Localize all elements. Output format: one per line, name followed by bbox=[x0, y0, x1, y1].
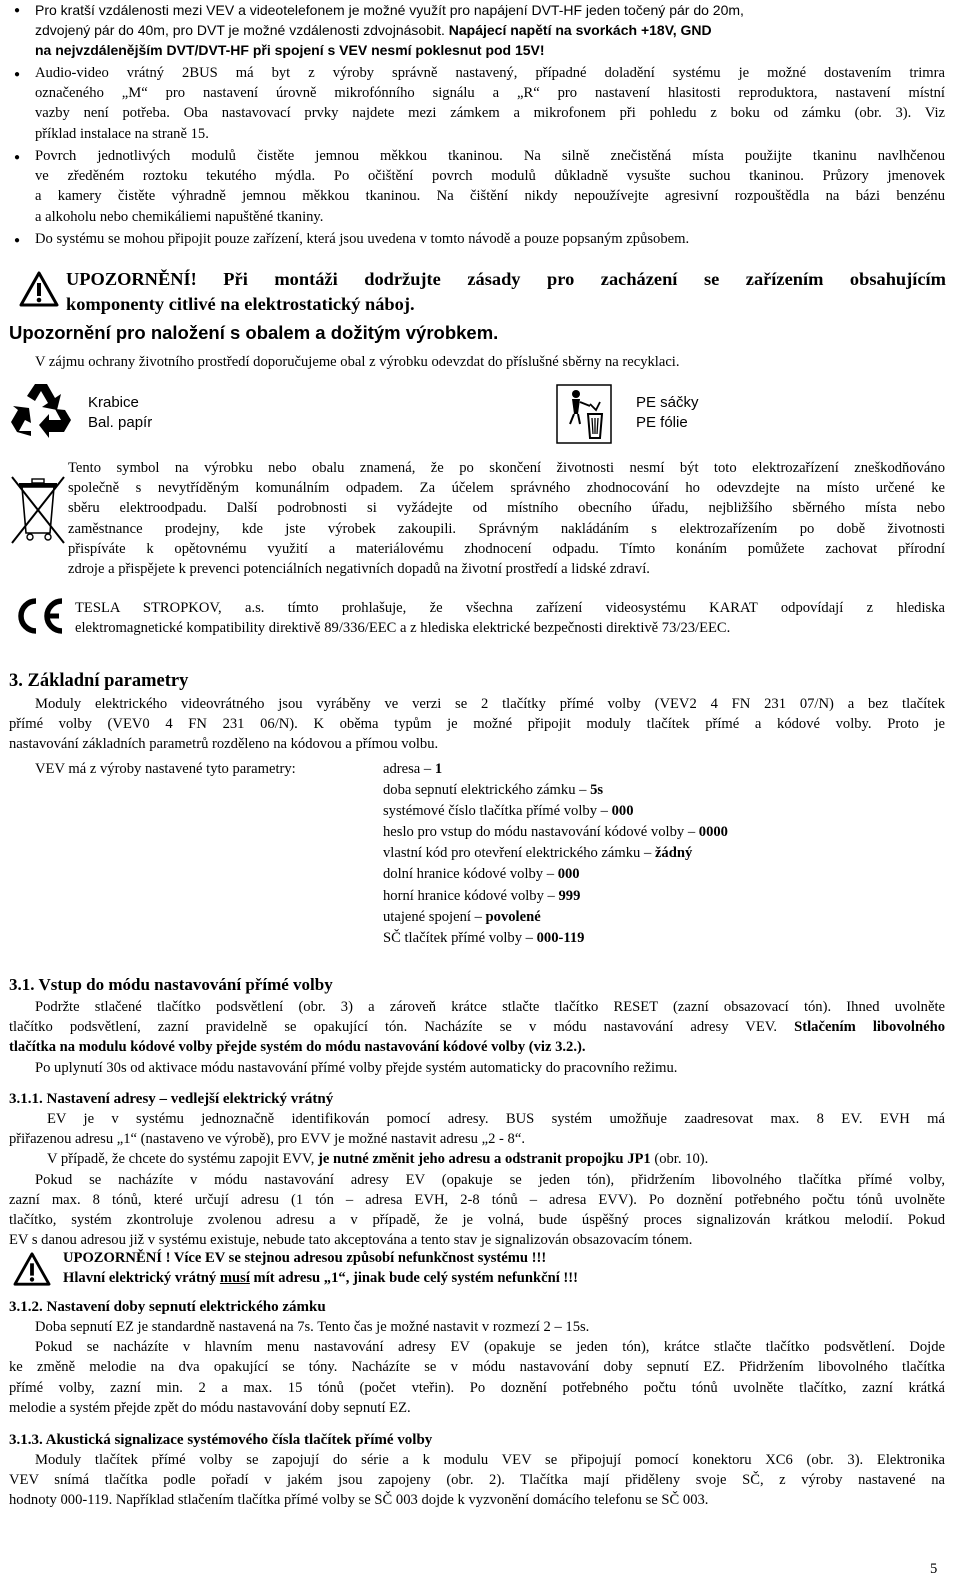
packaging-right-labels bbox=[636, 393, 699, 433]
text-line: Moduly elektrického videovrátného jsou vyráběny ve verzi se 2 tlačítky přímé volby (VEV2 4 FN 231 07/N) a bez tlačítek bbox=[35, 696, 945, 712]
text-line: Pokud se nacházíte v hlavním menu nastavování adresy EV (opakuje se jeden tón), krátce stlačte tlačítko podsvětlení. Dojde bbox=[35, 1339, 945, 1356]
packaging-heading: Upozornění pro naložení s obalem a dožitým výrobkem. bbox=[9, 322, 499, 343]
section-3-1-1-text: EV je v systému jednoznačně identifikován pomocí adresy. BUS systém umožňuje zaadresovat max. 8 EV. EVH má přiřazenou adresu „1“ (nastaveno ve výrobě), pro EVV je možné nastavit adresu „2 - 8“. V případě, že chcete do systému zapojit EVV, je nutné změnit jeho adresu a odstranit propojku JP1 (obr. 10). Pokud se nacházíte v módu nastavování adresy EV (opakuje se jeden tón), přidržením libovolného tlačítka přímé volby, zazní max. 8 tónů, které určují adresu (1 tón – adresa EVH, 2-8 tónů – adresa EVV). Po doznění potřebného počtu tónů uvolněte tlačítko, systém zkontroluje zvolenou adresu a v případě, že je volná, bude úspěšný proces signalizován krátkou melodií. Pokud EV s danou adresou již v systému existuje, nebude tato akceptována a tento stav je signalizován obsazovacím tónem. bbox=[9, 1109, 945, 1250]
text-line: přímé volby, zazní min. 2 a max. 15 tónů (počet vteřin). Po doznění potřebného počtu tónů uvolněte tlačítko, zazní krátká bbox=[9, 1379, 945, 1396]
address-warning: UPOZORNĚNÍ ! Více EV se stejnou adresou způsobí nefunkčnost systému !!! Hlavní elektrický vrátný musí mít adresu „1“, jinak bude celý systém nefunkční !!! bbox=[63, 1250, 578, 1287]
param-address: adresa – 1 bbox=[383, 761, 443, 777]
warning-line: komponenty citlivé na elektrostatický náboj. bbox=[66, 294, 415, 314]
text-line: zdroje a přispějete k prevenci potenciálních negativních dopadů na životní prostředí a lidské zdraví. bbox=[68, 561, 650, 578]
text-line: společně s nevytříděným komunálním odpadem. Za účelem správného zhodnocování ho odevzdejte na místo určené ke bbox=[68, 480, 945, 497]
label-krabice: Krabice bbox=[88, 394, 139, 411]
text-line: tlačítko, systém zkontroluje zvolenou adresu a v případě, že je volná, bude úspěšný proces signalizován krátkou melodií. Pokud bbox=[9, 1212, 945, 1229]
bullet-dot: ● bbox=[14, 235, 21, 246]
text-line: a alkoholu nebo chemikáliemi napuštěné tkaniny. bbox=[35, 208, 324, 225]
section-3-1-1-heading: 3.1.1. Nastavení adresy – vedlejší elektrický vrátný bbox=[9, 1091, 334, 1107]
section-3-1-3-text bbox=[9, 1450, 945, 1511]
param-password: heslo pro vstup do módu nastavování kódové volby – 0000 bbox=[383, 824, 728, 841]
bullet-dot: ● bbox=[14, 69, 21, 80]
text-line: Audio-video vrátný 2BUS má byt z výroby správně nastavený, případné doladění systému je možné dostavením trimra bbox=[35, 65, 945, 81]
text-line: Moduly tlačítek přímé volby se zapojují do série a k modulu VEV se připojují pomocí konektoru XC6 (obr. 3). Elektronika bbox=[35, 1452, 945, 1468]
text-line: TESLA STROPKOV, a.s. tímto prohlašuje, že všechna zařízení videosystému KARAT odpovídají z hlediska bbox=[75, 600, 945, 616]
warning-line: UPOZORNĚNÍ! Při montáži dodržujte zásady pro zacházení se zařízením obsahujícím bbox=[66, 269, 946, 289]
bullet-dot: ● bbox=[14, 5, 21, 16]
param-secret-connection: utajené spojení – povolené bbox=[383, 908, 541, 925]
section-3-1-heading: 3.1. Vstup do módu nastavování přímé volby bbox=[9, 975, 333, 994]
warning-triangle-icon bbox=[18, 270, 60, 308]
label-pe-folie: PE fólie bbox=[636, 414, 688, 431]
text-line: Tento symbol na výrobku nebo obalu znamená, že po skončení životnosti nesmí být toto elektrozařízení zneškodňováno bbox=[68, 460, 945, 476]
text-line: přímé volby (VEV0 4 FN 231 06/N). K oběma typům je možné připojit moduly tlačítek přímé a kódové volby. Proto je bbox=[9, 716, 945, 733]
recycle-icon bbox=[9, 380, 73, 440]
section-3-1-2-heading: 3.1.2. Nastavení doby sepnutí elektrického zámku bbox=[9, 1299, 326, 1315]
label-bal-papir: Bal. papír bbox=[88, 414, 153, 431]
text-line: označeného „M“ pro nastavení úrovně mikrofónního signálu a „R“ pro nastavení hlasitosti reproduktora, nastavení místní bbox=[35, 85, 945, 102]
text-line: ve zředěném roztoku tekutého mýdla. Po očištění povrch modulů důkladně vysušte suchou tkaninou. Průzory jmenovek bbox=[35, 168, 945, 185]
warning-triangle-icon bbox=[12, 1251, 52, 1287]
text-line: EV je v systému jednoznačně identifikován pomocí adresy. BUS systém umožňuje zaadresovat max. 8 EV. EVH má bbox=[47, 1111, 945, 1127]
text-line: melodie a systém přejde zpět do módu nastavování doby sepnutí EZ. bbox=[9, 1399, 411, 1416]
params-label: VEV má z výroby nastavené tyto parametry: bbox=[35, 761, 296, 777]
esd-warning bbox=[66, 267, 946, 317]
text-line: příklad instalace na straně 15. bbox=[35, 125, 209, 142]
text-line: Doba sepnutí EZ je standardně nastavená na 7s. Tento čas je možné nastavit v rozmezí 2 – 15s. bbox=[35, 1319, 590, 1335]
param-system-number: systémové číslo tlačítka přímé volby – 000 bbox=[383, 803, 634, 820]
text-line: přispíváte k opětovnému využití a materiálovému zhodnocení odpadu. Tímto konáním pomůžete zachovat přírodní bbox=[68, 540, 945, 557]
text-line: Do systému se mohou připojit pouze zařízení, která jsou uvedena v tomto návodě a pouze popsaným způsobem. bbox=[35, 231, 690, 247]
bold-text: Napájecí napětí na svorkách +18V, GND bbox=[448, 22, 712, 39]
weee-crossed-bin-icon bbox=[10, 473, 66, 549]
ce-mark-icon bbox=[12, 596, 66, 636]
text-line: hodnoty 000-119. Například stlačením tlačítka přímé volby se SČ 003 dojde k vyzvonění domácího telefonu se SČ 003. bbox=[9, 1492, 709, 1509]
text-line: Podržte stlačené tlačítko podsvětlení (obr. 3) a zároveň krátce stlačte tlačítko RESET (zazní obsazovací tón). Ihned uvolněte bbox=[35, 999, 945, 1015]
section-3-text bbox=[9, 694, 945, 755]
bullet-item-1 bbox=[35, 0, 945, 61]
tidyman-bin-icon bbox=[556, 384, 612, 444]
text-line: a kamery čistěte výhradně jemnou měkkou tkaninou. Na čištění nikdy nepoužívejte agresivní rozpouštědla na bázi benzénu bbox=[35, 188, 945, 205]
text-line: EV s danou adresou již v systému existuje, nebude tato akceptována a tento stav je signalizován obsazovacím tónem. bbox=[9, 1232, 693, 1249]
text-line: Pro kratší vzdálenosti mezi VEV a videotelefonem je možné využít pro napájení DVT-HF jeden točený pár do 20m, bbox=[35, 2, 744, 18]
text-line: nastavování základních parametrů rozděleno na kódovou a přímou volbu. bbox=[9, 736, 439, 753]
bullet-item-3 bbox=[35, 146, 945, 227]
text-line: zazní max. 8 tónů, které určují adresu (1 tón – adresa EVH, 2-8 tónů – adresa EVV). Po doznění potřebného počtu tónů uvolněte bbox=[9, 1191, 945, 1208]
packaging-intro: V zájmu ochrany životního prostředí doporučujeme obal z výrobku odevzdat do příslušné sběrny na recyklaci. bbox=[35, 354, 680, 370]
text-line: zaměstnance prodejny, kde jste výrobek zakoupili. Správným nakládáním s elektrozařízením po době životnosti bbox=[68, 520, 945, 537]
text-line: Po uplynutí 30s od aktivace módu nastavování přímé volby přejde systém automaticky do pracovního režimu. bbox=[35, 1059, 678, 1076]
text-line: zdvojený pár do 40m, pro DVT je možné vzdálenosti zdvojnásobit. bbox=[35, 22, 445, 39]
param-lock-time: doba sepnutí elektrického zámku – 5s bbox=[383, 782, 604, 799]
text-line: Povrch jednotlivých modulů čistěte jemnou měkkou tkaninou. Na silně znečistěná místa použijte tkaninu navlhčenou bbox=[35, 148, 945, 164]
text-line: vazby není potřeba. Oba nastavovací prvky najdete mezi zámkem a mikrofonem při pohledu z boku od zámku (obr. 3). Viz bbox=[35, 105, 945, 122]
section-3-1-2-text bbox=[9, 1317, 945, 1418]
text-line: ke změně melodie na dva opakující se tóny. Nacházíte se v módu nastavování doby sepnutí EZ. Přidržením libovolného tlačítka bbox=[9, 1359, 945, 1376]
page-number: 5 bbox=[930, 1561, 938, 1577]
param-own-code: vlastní kód pro otevření elektrického zámku – žádný bbox=[383, 845, 693, 862]
ce-declaration bbox=[75, 598, 945, 638]
label-pe-sacky: PE sáčky bbox=[636, 394, 699, 411]
param-lower-limit: dolní hranice kódové volby – 000 bbox=[383, 866, 580, 883]
warning-line: UPOZORNĚNÍ ! Více EV se stejnou adresou způsobí nefunkčnost systému !!! bbox=[63, 1250, 547, 1266]
text-line: přiřazenou adresu „1“ (nastaveno ve výrobě), pro EVV je možné nastavit adresu „2 - 8“. bbox=[9, 1131, 525, 1148]
text-line: VEV snímá tlačítka podle pořadí v jakém jsou zapojeny (obr. 2). Tlačítka mají přiděleny svoje SČ, z výroby nastavené na bbox=[9, 1472, 945, 1489]
text-line: sběru elektroodpadu. Další podrobnosti si vyžádejte od místního obecního úřadu, nejbližšího sběrného místa nebo bbox=[68, 500, 945, 517]
bullet-item-2 bbox=[35, 63, 945, 144]
param-upper-limit: horní hranice kódové volby – 999 bbox=[383, 887, 581, 904]
text-line: Pokud se nacházíte v módu nastavování adresy EV (opakuje se jeden tón), přidržením libovolného tlačítka přímé volby, bbox=[35, 1171, 945, 1188]
section-3-1-text: Podržte stlačené tlačítko podsvětlení (obr. 3) a zároveň krátce stlačte tlačítko RESET (zazní obsazovací tón). Ihned uvolněte tlačítko podsvětlení, zazní pravidelně se opakující tón. Nacházíte se v módu nastavování adresy VEV. Stlačením libovolného tlačítka na modulu kódové volby přejde systém do módu nastavování kódové volby (viz 3.2.). Po uplynutí 30s od aktivace módu nastavování přímé volby přejde systém automaticky do pracovního režimu. bbox=[9, 997, 945, 1078]
packaging-left-labels bbox=[88, 393, 152, 433]
section-3-1-3-heading: 3.1.3. Akustická signalizace systémového čísla tlačítek přímé volby bbox=[9, 1432, 433, 1448]
bullet-item-4 bbox=[35, 229, 945, 249]
bold-text: na nejvzdálenějším DVT/DVT-HF při spojení s VEV nesmí poklesnut pod 15V! bbox=[35, 42, 545, 59]
text-line: elektromagnetické kompatibility direktivě 89/336/EEC a z hlediska elektrické bezpečnosti direktivě 73/23/EEC. bbox=[75, 620, 731, 637]
bullet-dot: ● bbox=[14, 152, 21, 163]
section-3-heading: 3. Základní parametry bbox=[9, 671, 189, 691]
param-button-numbers: SČ tlačítek přímé volby – 000-119 bbox=[383, 929, 585, 946]
params-list bbox=[383, 759, 728, 949]
weee-text bbox=[68, 458, 945, 579]
